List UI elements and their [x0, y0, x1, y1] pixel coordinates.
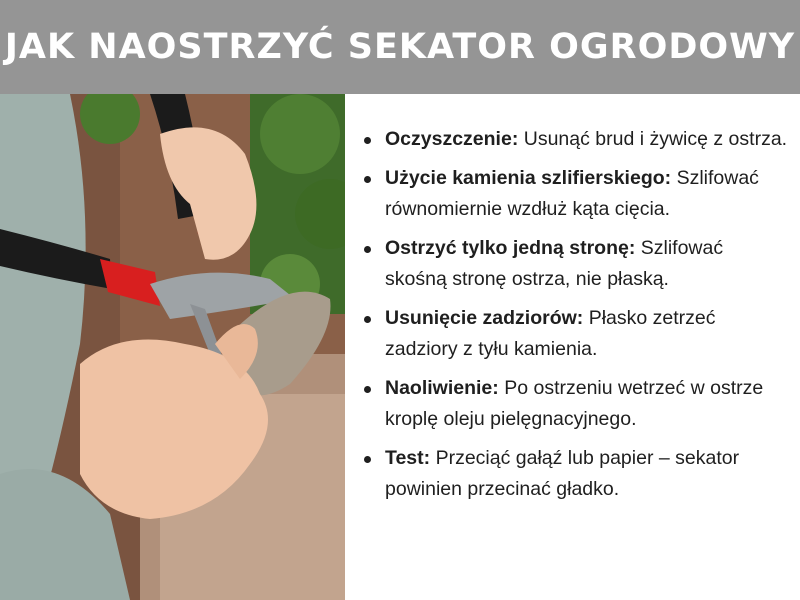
- tip-text: Szlifować równomiernie wzdłuż kąta cięcia.: [385, 166, 759, 220]
- tip-heading: Oczyszczenie:: [385, 128, 519, 150]
- tip-heading: Ostrzyć tylko jedną stronę:: [385, 236, 636, 259]
- list-item: [358, 163, 788, 226]
- tip-text: Płasko zetrzeć zadziory z tyłu kamienia.: [385, 306, 716, 360]
- sharpening-photo: [0, 94, 345, 600]
- tip-text: Po ostrzeniu wetrzeć w ostrze kroplę oleju pielęgnacyjnego.: [385, 376, 764, 430]
- list-item: [358, 233, 788, 296]
- sharpening-tips-list: [358, 124, 788, 513]
- tip-text: Szlifować skośną stronę ostrza, nie płaską.: [385, 236, 724, 290]
- tip-heading: Użycie kamienia szlifierskiego:: [385, 166, 672, 189]
- tip-heading: Naoliwienie:: [385, 376, 499, 399]
- tip-text: Przeciąć gałąź lub papier – sekator powinien przecinać gładko.: [385, 446, 740, 500]
- list-item: [358, 303, 788, 366]
- page-title: JAK NAOSTRZYĆ SEKATOR OGRODOWY: [4, 27, 796, 67]
- tip-heading: Usunięcie zadziorów:: [385, 306, 584, 329]
- list-item: [358, 124, 788, 156]
- tip-heading: Test:: [385, 446, 431, 469]
- header-banner: [0, 0, 800, 94]
- list-item: [358, 443, 788, 506]
- tip-text: Usunąć brud i żywicę z ostrza.: [523, 128, 788, 150]
- list-item: [358, 373, 788, 436]
- pruning-shears-sharpening-photo: [0, 94, 345, 600]
